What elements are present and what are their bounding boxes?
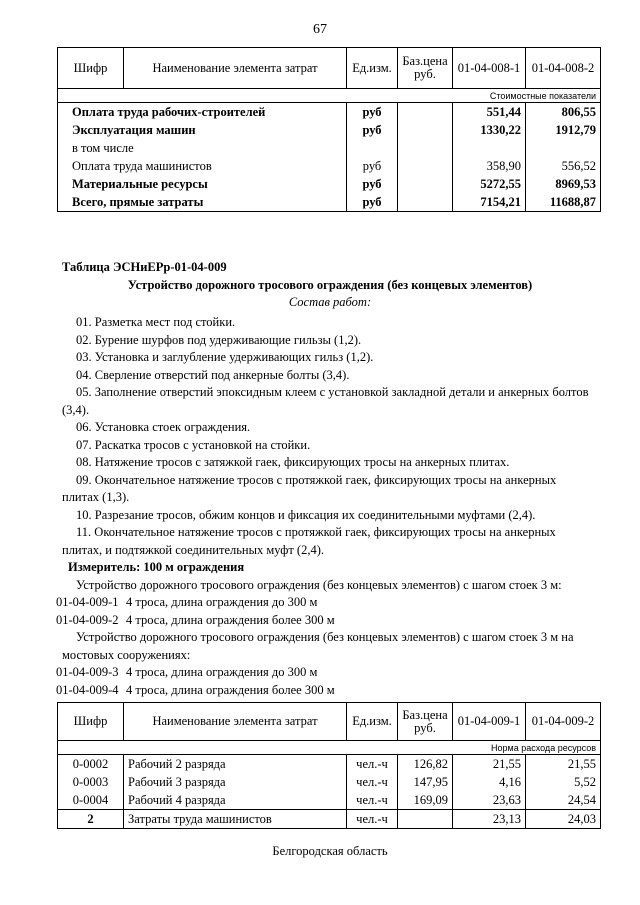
code-description: 4 троса, длина ограждения более 300 м — [126, 612, 335, 627]
code-cell: 0-0004 — [58, 791, 124, 810]
table-row — [58, 791, 601, 810]
col-header: 01-04-008-1 — [453, 48, 526, 89]
code-cell: 0-0003 — [58, 773, 124, 791]
col-header: Баз.цена руб. — [398, 48, 453, 89]
price-cell: 126,82 — [398, 755, 453, 774]
code-cell: 0-0002 — [58, 755, 124, 774]
price-cell — [398, 121, 453, 139]
value-cell: 1912,79 — [526, 121, 601, 139]
unit-cell: чел.-ч — [347, 773, 398, 791]
group-description: Устройство дорожного тросового ограждения (без концевых элементов) с шагом стоек 3 м на мостовых сооружениях: — [62, 630, 574, 662]
section-subtitle: Состав работ: — [288, 295, 372, 309]
unit-cell: руб — [347, 175, 398, 193]
col-header: Ед.изм. — [347, 48, 398, 89]
price-cell — [398, 139, 453, 157]
price-cell — [398, 193, 453, 212]
value-cell: 358,90 — [453, 157, 526, 175]
cost-item-name: Оплата труда машинистов — [58, 157, 347, 175]
price-cell — [398, 157, 453, 175]
table-row — [58, 139, 601, 157]
footer-region: Белгородская область — [272, 844, 388, 858]
value-cell: 5,52 — [526, 773, 601, 791]
price-cell: 147,95 — [398, 773, 453, 791]
value-cell: 7154,21 — [453, 193, 526, 212]
code-line — [56, 664, 592, 682]
table-header-row — [58, 703, 601, 741]
value-cell: 24,54 — [526, 791, 601, 810]
work-item: 02. Бурение шурфов под удерживающие гильзы (1,2). — [76, 332, 362, 347]
cost-item-name: в том числе — [58, 139, 347, 157]
page-number: 67 — [313, 22, 327, 37]
cost-item-name: Материальные ресурсы — [58, 175, 347, 193]
value-cell: 4,16 — [453, 773, 526, 791]
value-cell: 556,52 — [526, 157, 601, 175]
work-item: 08. Натяжение тросов с затяжкой гаек, фиксирующих тросы на анкерных плитах. — [76, 455, 510, 469]
work-item: 03. Установка и заглубление удерживающих гильз (1,2). — [76, 350, 374, 364]
value-cell: 23,13 — [453, 810, 526, 829]
code: 01-04-009-3 — [56, 665, 119, 679]
work-item: 11. Окончательное натяжение тросов с протяжкой гаек, фиксирующих тросы на анкерных плитах, и подтяжкой соединительных муфт (2,4). — [62, 525, 556, 557]
resource-name: Рабочий 2 разряда — [124, 755, 347, 774]
code-description: 4 троса, длина ограждения до 300 м — [126, 595, 318, 609]
table-row — [58, 193, 601, 212]
col-header: Наименование элемента затрат — [124, 48, 347, 89]
cost-table-008 — [57, 47, 601, 212]
work-item: 05. Заполнение отверстий эпоксидным клеем с установкой закладной детали и анкерных болтов (3,4). — [62, 385, 589, 417]
value-cell — [526, 139, 601, 157]
price-cell — [398, 175, 453, 193]
work-item: 09. Окончательное натяжение тросов с протяжкой гаек, фиксирующих тросы на анкерных плитах (1,3). — [62, 472, 557, 504]
table-subheader: Норма расхода ресурсов — [58, 741, 601, 755]
col-header: Шифр — [58, 48, 124, 89]
value-cell: 806,55 — [526, 103, 601, 122]
table-row — [58, 773, 601, 791]
price-cell — [398, 810, 453, 829]
unit-cell: чел.-ч — [347, 755, 398, 774]
code-line — [56, 612, 592, 630]
work-item: 01. Разметка мест под стойки. — [76, 315, 236, 329]
cost-item-name: Оплата труда рабочих-строителей — [58, 103, 347, 122]
unit-cell: руб — [347, 193, 398, 212]
unit-cell: руб — [347, 121, 398, 139]
table-label: Таблица ЭСНиЕРр-01-04-009 — [62, 260, 227, 274]
value-cell: 551,44 — [453, 103, 526, 122]
code: 01-04-009-4 — [56, 682, 119, 697]
table-row — [58, 121, 601, 139]
resource-name: Рабочий 3 разряда — [124, 773, 347, 791]
value-cell: 5272,55 — [453, 175, 526, 193]
cost-item-name: Эксплуатация машин — [58, 121, 347, 139]
value-cell: 23,63 — [453, 791, 526, 810]
price-cell: 169,09 — [398, 791, 453, 810]
work-item: 04. Сверление отверстий под анкерные болты (3,4). — [76, 367, 350, 382]
col-header: 01-04-009-1 — [453, 703, 526, 741]
unit-cell: чел.-ч — [347, 810, 398, 829]
col-header: Баз.цена руб. — [398, 703, 453, 741]
work-item: 06. Установка стоек ограждения. — [76, 420, 251, 434]
code-line — [56, 682, 592, 700]
code-cell: 2 — [58, 810, 124, 829]
resource-name: Рабочий 4 разряда — [124, 791, 347, 810]
code: 01-04-009-1 — [56, 595, 119, 609]
value-cell: 8969,53 — [526, 175, 601, 193]
table-header-row — [58, 48, 601, 89]
col-header: Наименование элемента затрат — [124, 703, 347, 741]
value-cell — [453, 139, 526, 157]
table-row — [58, 175, 601, 193]
col-header: 01-04-009-2 — [526, 703, 601, 741]
unit-cell: руб — [347, 157, 398, 175]
value-cell: 21,55 — [453, 755, 526, 774]
table-row — [58, 810, 601, 829]
cost-item-name: Всего, прямые затраты — [58, 193, 347, 212]
col-header: 01-04-008-2 — [526, 48, 601, 89]
table-row — [58, 103, 601, 122]
unit-cell: чел.-ч — [347, 791, 398, 810]
table-row — [58, 157, 601, 175]
resource-table-009 — [57, 702, 601, 829]
section-title: Устройство дорожного тросового ограждения (без концевых элементов) — [127, 278, 533, 292]
value-cell: 21,55 — [526, 755, 601, 774]
value-cell: 24,03 — [526, 810, 601, 829]
col-header: Ед.изм. — [347, 703, 398, 741]
work-item: 07. Раскатка тросов с установкой на стойки. — [76, 437, 311, 452]
code-description: 4 троса, длина ограждения более 300 м — [126, 682, 335, 697]
value-cell: 1330,22 — [453, 121, 526, 139]
price-cell — [398, 103, 453, 122]
unit-cell — [347, 139, 398, 157]
work-composition — [56, 314, 592, 699]
table-row — [58, 755, 601, 774]
value-cell: 11688,87 — [526, 193, 601, 212]
code-description: 4 троса, длина ограждения до 300 м — [126, 665, 318, 679]
unit-cell: руб — [347, 103, 398, 122]
measure-unit: Измеритель: 100 м ограждения — [68, 560, 245, 574]
group-description: Устройство дорожного тросового ограждения (без концевых элементов) с шагом стоек 3 м: — [76, 577, 562, 592]
resource-name: Затраты труда машинистов — [124, 810, 347, 829]
col-header: Шифр — [58, 703, 124, 741]
code: 01-04-009-2 — [56, 612, 119, 627]
work-item: 10. Разрезание тросов, обжим концов и фиксация их соединительными муфтами (2,4). — [76, 507, 536, 522]
table-subheader: Стоимостные показатели — [58, 89, 601, 103]
code-line — [56, 594, 592, 612]
